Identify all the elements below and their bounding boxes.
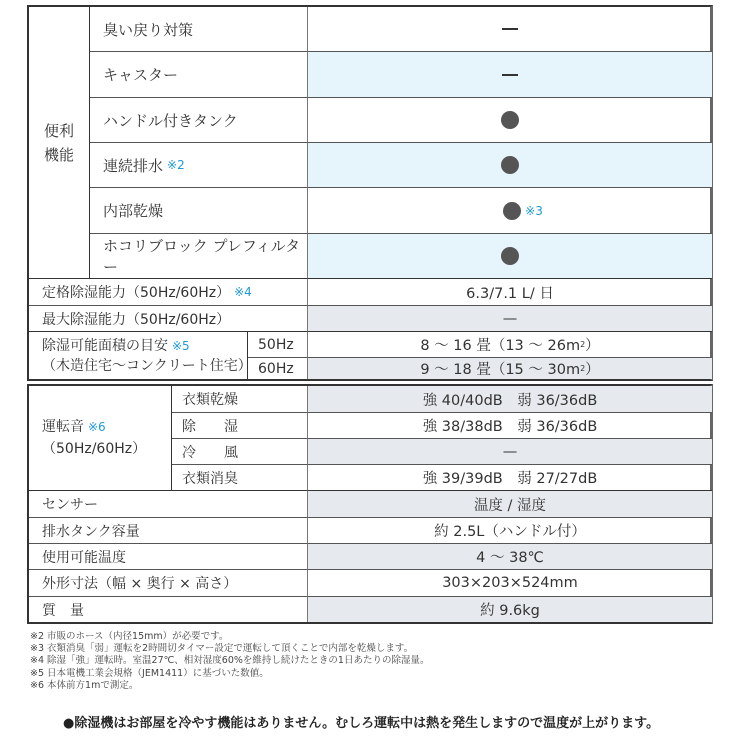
feature-label: キャスター [90, 52, 308, 98]
feature-value [308, 188, 712, 234]
rated-capacity-label: 定格除湿能力（50Hz/60Hz） ※4 [29, 279, 308, 306]
warning-note: ●除湿機はお部屋を冷やす機能はありません。むしろ運転中は熱を発生しますので温度が上がります。 [63, 716, 660, 731]
dash-icon [502, 28, 518, 30]
footnote-2: ※2 市販のホース（内径15mm）が必要です。 [30, 631, 229, 642]
filled-circle-icon [501, 111, 519, 129]
spec-label: 使用可能温度 [29, 544, 308, 570]
footnote-ref: ※5 [172, 338, 190, 353]
area-value-50: 8 〜 16 畳（13 〜 26m 2 ） [308, 332, 712, 358]
noise-value: 強 40/40dB 弱 36/36dB [308, 386, 712, 413]
max-capacity-value: — [308, 306, 712, 332]
noise-mode: 衣類乾燥 [172, 386, 308, 413]
noise-value: — [308, 439, 712, 465]
noise-mode: 除 湿 [172, 413, 308, 439]
feature-value [308, 143, 712, 188]
group-label-convenience [29, 7, 90, 279]
noise-label: 運転音 ※6 （50Hz/60Hz） [29, 386, 172, 491]
feature-value [308, 52, 712, 98]
noise-mode: 衣類消臭 [172, 465, 308, 491]
footnote-5: ※5 日本電機工業会規格（JEM1411）に基づいた数値。 [30, 667, 269, 679]
footnote-ref: ※3 [525, 203, 543, 218]
footnote-ref: ※2 [167, 158, 185, 172]
spec-label: 質 量 [29, 597, 308, 622]
footnote-4: ※4 除湿「強」運転時。室温27℃、相対湿度60%を維持し続けたときの1日あたりの除湿量。 [30, 655, 430, 667]
filled-circle-icon [503, 202, 521, 220]
spec-value: 303×203×524mm [308, 570, 712, 597]
feature-value [308, 234, 712, 279]
noise-value: 強 39/39dB 弱 27/27dB [308, 465, 712, 491]
spec-label: 外形寸法（幅 × 奥行 × 高さ） [29, 570, 308, 597]
group-label-line2: 機能 [43, 145, 74, 164]
feature-label: ホコリブロック プレフィルター [90, 234, 308, 279]
feature-value [308, 7, 712, 52]
spec-table-top [27, 5, 713, 381]
area-label: 除湿可能面積の目安 ※5 （木造住宅〜コンクリート住宅） [29, 332, 248, 379]
feature-label: 内部乾燥 [90, 188, 308, 234]
footnote-ref: ※4 [234, 285, 252, 299]
footnote-3: ※3 衣類消臭「弱」運転を2時間切タイマー設定で運転して頂くことで内部を乾燥します。 [30, 643, 414, 655]
footnote-6: ※6 本体前方1mで測定。 [30, 679, 139, 691]
dash-icon [502, 74, 518, 76]
noise-value: 強 38/38dB 弱 36/36dB [308, 413, 712, 439]
footnote-ref: ※6 [88, 420, 106, 434]
spec-table-bottom [27, 384, 713, 624]
max-capacity-label: 最大除湿能力（50Hz/60Hz） [29, 306, 308, 332]
spec-label: 排水タンク容量 [29, 518, 308, 544]
area-freq-50: 50Hz [248, 332, 308, 358]
area-freq-60: 60Hz [248, 358, 308, 379]
spec-label: センサー [29, 491, 308, 518]
spec-value: 温度 / 湿度 [308, 491, 712, 518]
feature-value [308, 98, 712, 143]
feature-label: 臭い戻り対策 [90, 7, 308, 52]
filled-circle-icon [501, 247, 519, 265]
feature-label: 連続排水 ※2 [90, 143, 308, 188]
group-label-line1: 便利 [43, 121, 74, 140]
spec-value: 約 2.5L（ハンドル付） [308, 518, 712, 544]
area-value-60: 9 〜 18 畳（15 〜 30m 2 ） [308, 358, 712, 379]
spec-value: 約 9.6kg [308, 597, 712, 622]
filled-circle-icon [501, 156, 519, 174]
rated-capacity-value: 6.3/7.1 L/ 日 [308, 279, 712, 306]
footnotes [30, 631, 429, 692]
noise-mode: 冷 風 [172, 439, 308, 465]
feature-label: ハンドル付きタンク [90, 98, 308, 143]
spec-value: 4 〜 38℃ [308, 544, 712, 570]
